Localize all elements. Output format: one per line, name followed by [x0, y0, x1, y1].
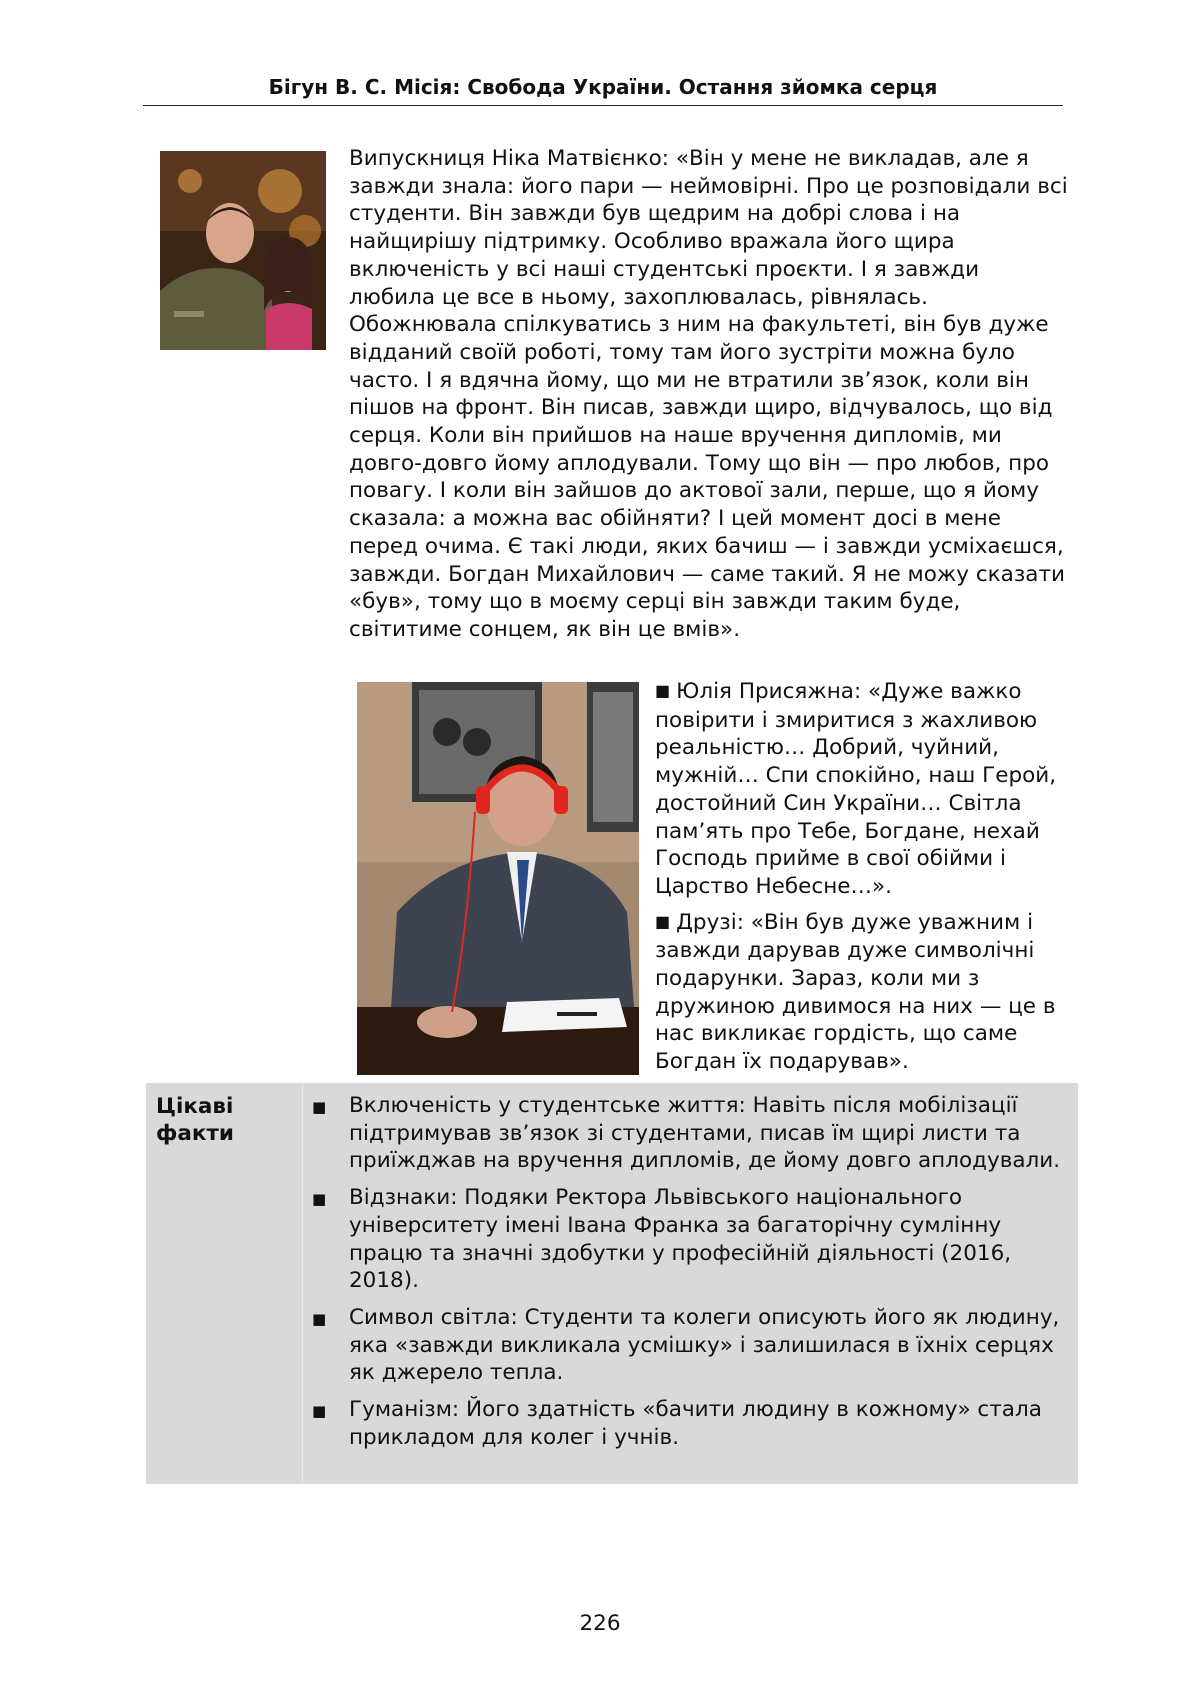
header-rule	[143, 105, 1063, 106]
quote-friends: ■ Друзі: «Він був дуже уважним і завжди дарував дуже символічні подарунки. Зараз, коли ми з дружиною дивимося на них — це в нас викликає гордість, що саме Богдан їх подарував».	[655, 909, 1056, 1075]
bullet-icon: ■	[312, 1190, 327, 1209]
bullet-icon: ■	[312, 1309, 327, 1328]
facts-label: Цікаві факти	[156, 1094, 234, 1146]
fact-item: ■ Відзнаки: Подяки Ректора Львівського національного університету імені Івана Франка за багаторічну сумлінну працю та значні здобутки у професійній діяльності (2016, 2018).	[312, 1185, 1012, 1294]
page-number: 226	[579, 1611, 621, 1636]
graduate-quote: Випускниця Ніка Матвієнко: «Він у мене не викладав, але я завжди знала: його пари — неймовірні. Про це розповідали всі студенти. Він завжди був щедрим на добрі слова і на найщирішу підтримку. Особливо вражала його щира включеність у всі наші студентські проєкти. І я завжди любила це все в ньому, захоплювалась, рівнялась. Обожнювала спілкуватись з ним на факультеті, він був дуже відданий своїй роботі, тому там його зустріти можна було часто. І я вдячна йому, що ми не втратили зв’язок, коли він пішов на фронт. Він писав, завжди щиро, відчувалось, що від серця. Коли він прийшов на наше вручення дипломів, ми довго-довго йому аплодували. Тому що він — про любов, про повагу. І коли він зайшов до актової зали, перше, що я йому сказала: а можна вас обійняти? І цей момент досі в мене перед очима. Є такі люди, яких бачиш — і завжди усміхаєшся, завжди. Богдан Михайлович — саме такий. Я не можу сказати «був», тому що в моєму серці він завжди таким буде, світитиме сонцем, як він це вмів».	[349, 146, 1068, 642]
fact-item: ■ Символ світла: Студенти та колеги описують його як людину, яка «завжди викликала усмішку» і залишилася в їхніх серцях як джерело тепла.	[312, 1304, 1060, 1386]
bullet-icon: ■	[655, 911, 671, 931]
running-header: Бігун В. С. Місія: Свобода України. Остання зйомка серця	[268, 75, 938, 99]
side-quotes	[655, 678, 1075, 1084]
fact-item: ■ Гуманізм: Його здатність «бачити людину в кожному» стала прикладом для колег і учнів.	[312, 1397, 1042, 1450]
bullet-icon: ■	[312, 1098, 327, 1116]
bullet-icon: ■	[655, 681, 671, 700]
interesting-facts-table	[146, 1083, 1078, 1484]
bullet-icon: ■	[312, 1402, 327, 1421]
photo-selfie-with-graduate	[160, 151, 326, 350]
photo-man-with-headphones	[357, 682, 639, 1075]
facts-list	[306, 1092, 1076, 1460]
quote-yulia: ■ Юлія Присяжна: «Дуже важко повірити і змиритися з жахливою реальністю… Добрий, чуйний, мужній… Спи спокійно, наш Герой, достойний Син України… Світла пам’ять про Тебе, Богдане, нехай Господь прийме в свої обійми і Царство Небесне…».	[655, 679, 1057, 899]
facts-divider	[302, 1083, 303, 1484]
fact-item: ■ Включеність у студентське життя: Навіть після мобілізації підтримував зв’язок зі студентами, писав їм щирі листи та приїжджав на вручення дипломів, де йому довго аплодували.	[312, 1093, 1061, 1174]
